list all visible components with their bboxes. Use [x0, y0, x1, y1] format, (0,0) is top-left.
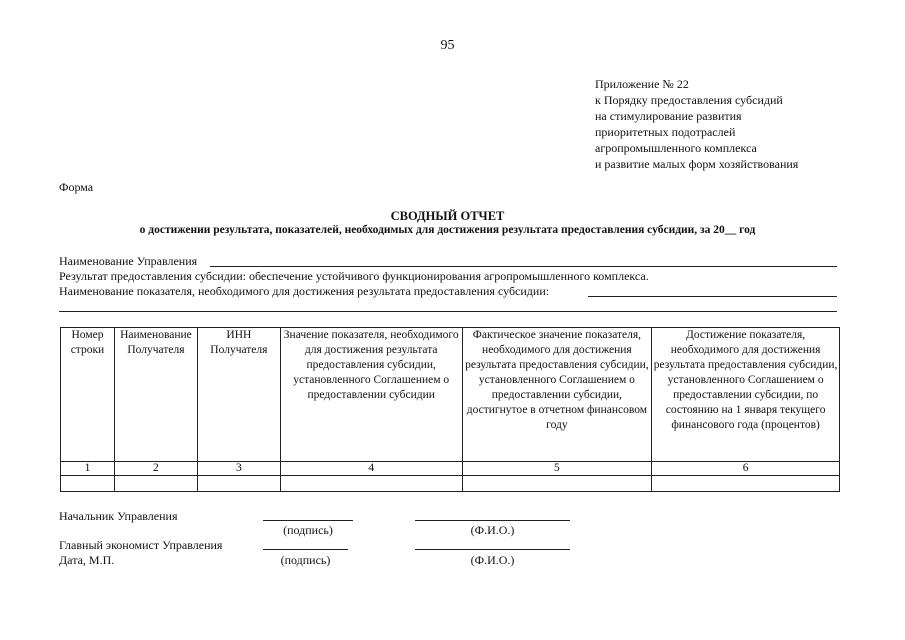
date-label: Дата, М.П.: [59, 553, 115, 567]
header-recipient-name: Наименование Получателя: [114, 328, 197, 462]
table-cell: [652, 476, 840, 492]
header-actual-value: Фактическое значение показателя, необходимого для достижения результата предоставления субсидии, установленного Соглашением о предоставлении субсидии, достигнутое в отчетном финансовом году: [462, 328, 652, 462]
table-cell: [462, 476, 652, 492]
table-cell: [114, 476, 197, 492]
report-table: [60, 327, 840, 492]
report-subtitle: о достижении результата, показателей, необходимых для достижения результата предоставления субсидии, за 20__ год: [139, 224, 756, 236]
appendix-line: Приложение № 22: [595, 77, 689, 91]
economist-name-caption: (Ф.И.О.): [470, 553, 515, 567]
head-name-line: [415, 520, 570, 521]
column-number: 1: [61, 462, 115, 476]
head-signature-caption: (подпись): [283, 523, 333, 537]
indicator-name-label: Наименование показателя, необходимого для достижения результата предоставления субсидии:: [59, 284, 550, 298]
table-cell: [197, 476, 280, 492]
appendix-line: и развитие малых форм хозяйствования: [595, 157, 799, 171]
column-number: 4: [280, 462, 462, 476]
head-title: Начальник Управления: [59, 509, 178, 523]
page-number: 95: [440, 38, 455, 53]
column-number-row: [61, 462, 840, 476]
economist-name-line: [415, 549, 570, 550]
economist-signature-caption: (подпись): [280, 553, 331, 567]
appendix-line: агропромышленного комплекса: [595, 141, 757, 155]
header-achievement: Достижение показателя, необходимого для достижения результата предоставления субсидии, установленного Соглашением о предоставлении субсидии, по состоянию на 1 января текущего финансового года (процентов): [652, 328, 840, 462]
table-cell: [61, 476, 115, 492]
appendix-line: приоритетных подотраслей: [595, 125, 736, 139]
header-row-number: Номер строки: [61, 328, 115, 462]
appendix-line: на стимулирование развития: [595, 109, 742, 123]
column-number: 6: [652, 462, 840, 476]
indicator-name-underline: [588, 296, 837, 297]
indicator-name-underline-2: [59, 311, 837, 312]
appendix-line: к Порядку предоставления субсидий: [595, 93, 783, 107]
result-text: Результат предоставления субсидии: обеспечение устойчивого функционирования агропромышленного комплекса.: [59, 269, 649, 283]
appendix-block: [595, 76, 798, 172]
head-signature-line: [263, 520, 353, 521]
form-label: Форма: [59, 180, 94, 194]
column-number: 5: [462, 462, 652, 476]
economist-signature-line: [263, 549, 348, 550]
header-indicator-value: Значение показателя, необходимого для достижения результата предоставления субсидии, установленного Соглашением о предоставлении субсидии: [280, 328, 462, 462]
column-number: 3: [197, 462, 280, 476]
table-row: [61, 476, 840, 492]
header-recipient-inn: ИНН Получателя: [197, 328, 280, 462]
column-number: 2: [114, 462, 197, 476]
table-header-row: [61, 328, 840, 462]
report-title: СВОДНЫЙ ОТЧЕТ: [390, 209, 505, 223]
head-name-caption: (Ф.И.О.): [470, 523, 515, 537]
management-name-label: Наименование Управления: [59, 254, 198, 268]
management-name-underline: [210, 266, 837, 267]
economist-title: Главный экономист Управления: [59, 538, 223, 552]
table-cell: [280, 476, 462, 492]
